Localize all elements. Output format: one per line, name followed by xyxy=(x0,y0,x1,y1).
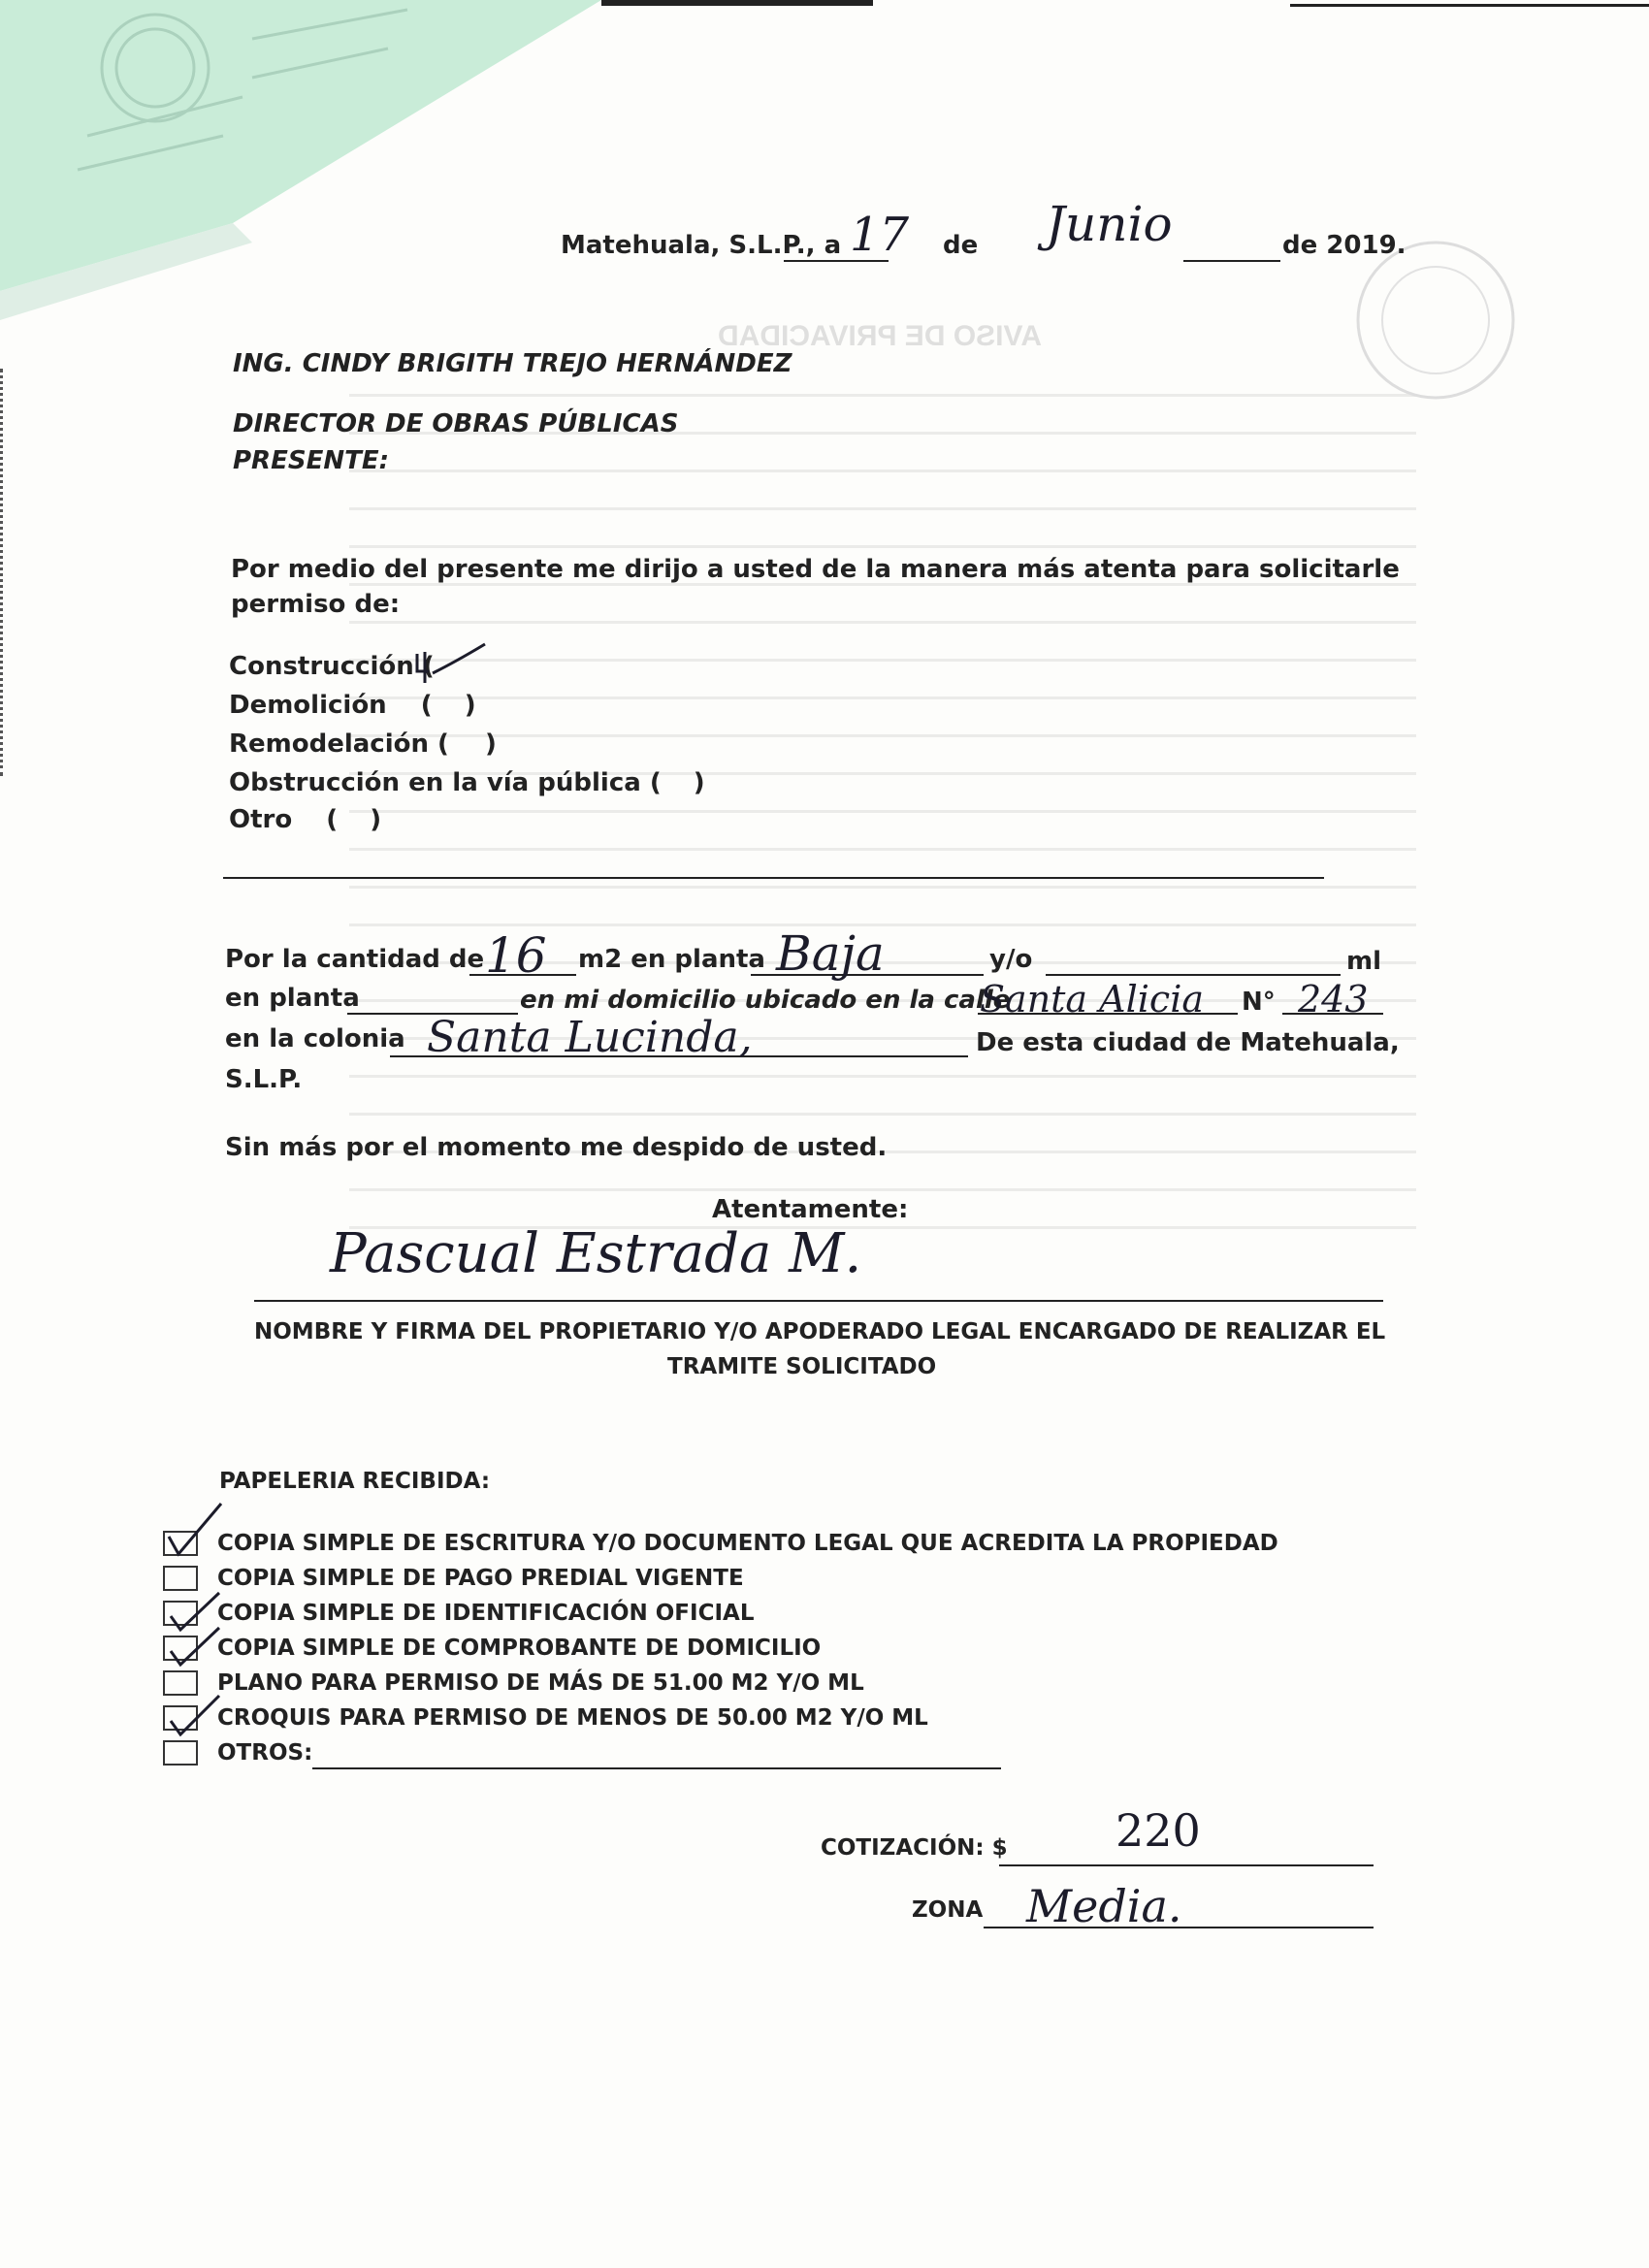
colonia-value: Santa Lucinda, xyxy=(427,1013,753,1062)
month-value: Junio xyxy=(1046,196,1173,252)
paper-item-4: PLANO PARA PERMISO DE MÁS DE 51.00 M2 Y/O ML xyxy=(217,1670,864,1696)
option-demolicion-label: Demolición xyxy=(229,691,387,720)
yo-label: y/o xyxy=(989,945,1033,974)
option-demolicion-close: ) xyxy=(464,691,476,720)
option-demolicion xyxy=(229,691,476,720)
recipient-present: PRESENTE: xyxy=(233,446,389,475)
paper-item-0: COPIA SIMPLE DE ESCRITURA Y/O DOCUMENTO LEGAL QUE ACREDITA LA PROPIEDAD xyxy=(217,1531,1278,1556)
option-obstruccion-label: Obstrucción en la vía pública ( xyxy=(229,768,662,797)
slp-label: S.L.P. xyxy=(225,1065,303,1094)
paper-item-3: COPIA SIMPLE DE COMPROBANTE DE DOMICILIO xyxy=(217,1636,822,1661)
option-remodelacion-close: ) xyxy=(485,729,497,759)
quantity-prefix: Por la cantidad de xyxy=(225,945,485,974)
top-edge-line xyxy=(1290,4,1649,7)
intro-line-2: permiso de: xyxy=(231,590,401,619)
ml-blank xyxy=(1046,974,1341,976)
paper-checkbox-6[interactable] xyxy=(163,1740,198,1766)
papers-heading: PAPELERIA RECIBIDA: xyxy=(219,1469,491,1494)
paper-item-5: CROQUIS PARA PERMISO DE MENOS DE 50.00 M2 Y/O ML xyxy=(217,1705,928,1731)
option-otro xyxy=(229,805,381,834)
otros-blank xyxy=(312,1767,1001,1769)
farewell: Sin más por el momento me despido de usted. xyxy=(225,1133,888,1162)
option-construccion-label: Construcción ( xyxy=(229,652,435,681)
option-demolicion-open: ( xyxy=(420,691,433,720)
paper-checkbox-4[interactable] xyxy=(163,1670,198,1696)
recipient-name: ING. CINDY BRIGITH TREJO HERNÁNDEZ xyxy=(233,349,792,378)
zona-value: Media. xyxy=(1026,1880,1182,1932)
day-value: 17 xyxy=(850,208,910,262)
ml-label: ml xyxy=(1346,947,1382,976)
date-place: Matehuala, S.L.P., a xyxy=(561,231,842,260)
option-obstruccion xyxy=(229,768,705,797)
bleed-through-text xyxy=(349,369,1416,1242)
domicile-label: en mi domicilio ubicado en la calle xyxy=(520,986,1011,1015)
construccion-check-mark xyxy=(407,642,495,691)
paper-item-1: COPIA SIMPLE DE PAGO PREDIAL VIGENTE xyxy=(217,1566,744,1591)
bleed-through-title: AVISO DE PRIVACIDAD xyxy=(718,320,1042,352)
unit-plant: m2 en planta xyxy=(578,945,765,974)
paper-checkbox-1[interactable] xyxy=(163,1566,198,1591)
left-edge-marks xyxy=(0,369,11,776)
signature-line xyxy=(254,1300,1383,1302)
signature-caption-1: NOMBRE Y FIRMA DEL PROPIETARIO Y/O APODERADO LEGAL ENCARGADO DE REALIZAR EL xyxy=(254,1319,1386,1345)
street-value: Santa Alicia xyxy=(980,978,1205,1021)
number-value: 243 xyxy=(1298,978,1369,1021)
otro-blank xyxy=(223,877,1324,879)
quote-label: COTIZACIÓN: $ xyxy=(821,1835,1008,1861)
en-planta-label: en planta xyxy=(225,984,360,1013)
option-otro-label: Otro xyxy=(229,805,293,834)
date-year: de 2019. xyxy=(1282,231,1406,260)
signature-caption-2: TRAMITE SOLICITADO xyxy=(667,1354,937,1379)
green-paper-corner xyxy=(0,0,873,320)
signature: Pascual Estrada M. xyxy=(330,1222,862,1285)
option-remodelacion-label: Remodelación ( xyxy=(229,729,449,759)
quote-value: 220 xyxy=(1116,1804,1201,1857)
option-obstruccion-close: ) xyxy=(693,768,705,797)
option-otro-close: ) xyxy=(370,805,382,834)
city-label: De esta ciudad de Matehuala, xyxy=(976,1028,1400,1057)
option-remodelacion xyxy=(229,729,497,759)
regards: Atentamente: xyxy=(712,1195,909,1224)
recipient-title: DIRECTOR DE OBRAS PÚBLICAS xyxy=(233,409,679,438)
option-otro-open: ( xyxy=(326,805,339,834)
intro-line-1: Por medio del presente me dirijo a usted de la manera más atenta para solicitarle xyxy=(231,555,1400,584)
paper-item-6: OTROS: xyxy=(217,1740,313,1766)
paper-item-2: COPIA SIMPLE DE IDENTIFICACIÓN OFICIAL xyxy=(217,1601,755,1626)
quote-blank xyxy=(999,1864,1374,1866)
date-de-1: de xyxy=(943,231,979,260)
month-blank xyxy=(1183,260,1280,262)
colonia-label: en la colonia xyxy=(225,1024,405,1053)
no-label: N° xyxy=(1242,988,1276,1017)
option-construccion xyxy=(229,652,435,681)
amount-value: 16 xyxy=(485,927,547,984)
zona-label: ZONA xyxy=(912,1897,984,1923)
plant-value: Baja xyxy=(776,925,885,982)
